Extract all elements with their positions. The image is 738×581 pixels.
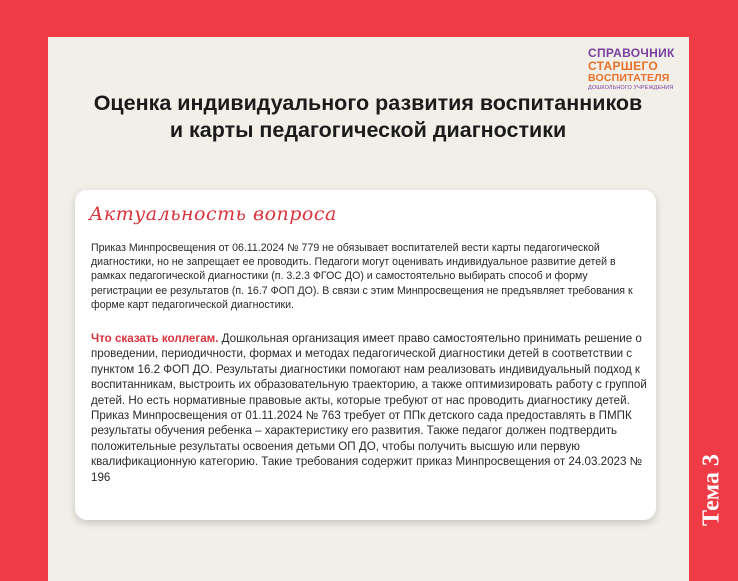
logo-line-4: ДОШКОЛЬНОГО УЧРЕЖДЕНИЯ	[588, 84, 674, 91]
publication-logo	[588, 47, 688, 91]
card-heading: Актуальность вопроса	[89, 203, 337, 225]
theme-label: Тема 3	[698, 454, 725, 526]
page-sheet	[48, 37, 689, 581]
logo-line-1: СПРАВОЧНИК	[588, 46, 675, 60]
logo-line-3: ВОСПИТАТЕЛЯ	[588, 72, 670, 84]
logo-line-2: СТАРШЕГО	[588, 59, 659, 73]
theme-side-tab	[697, 440, 727, 540]
content-card	[75, 190, 656, 520]
advice-text: Дошкольная организация имеет право самостоятельно принимать решение о проведении, периодичности, формах и методах педагогической диагностики детей в соответствии с пунктом 16.2 ФОП ДО. Результаты диагностики помогают нам реализовать индивидуальный подход к воспитанникам, выстроить их образовательную траекторию, а также оптимизировать работу с группой детей. Но есть нормативные правовые акты, которые требуют от нас проводить диагностику детей. Приказ Минпросвещения от 01.11.2024 № 763 требует от ППк детского сада предоставлять в ПМПК результаты обучения ребенка – характеристику его развития. Также педагог должен подтвердить положительные результаты освоения детьми ОП ДО, чтобы получить высшую или первую квалификационную категорию. Такие требования содержит приказ Минпросвещения от 24.03.2023 № 196	[91, 332, 647, 484]
page-title: Оценка индивидуального развития воспитанников и карты педагогической диагностики	[93, 91, 643, 142]
paragraph-advice	[91, 331, 651, 485]
advice-lead: Что сказать коллегам.	[91, 332, 219, 345]
paragraph-intro: Приказ Минпросвещения от 06.11.2024 № 779 не обязывает воспитателей вести карты педагогической диагностики, но не запрещает ее проводить. Педагоги могут оценивать индивидуальное развитие детей в рамках педагогической диагностики (п. 3.2.3 ФГОС ДО) и самостоятельно выбирать способ и форму регистрации ее результатов (п. 16.7 ФОП ДО). В связи с этим Минпросвещения не предъявляет требования к форме карт педагогической диагностики.	[91, 242, 633, 311]
